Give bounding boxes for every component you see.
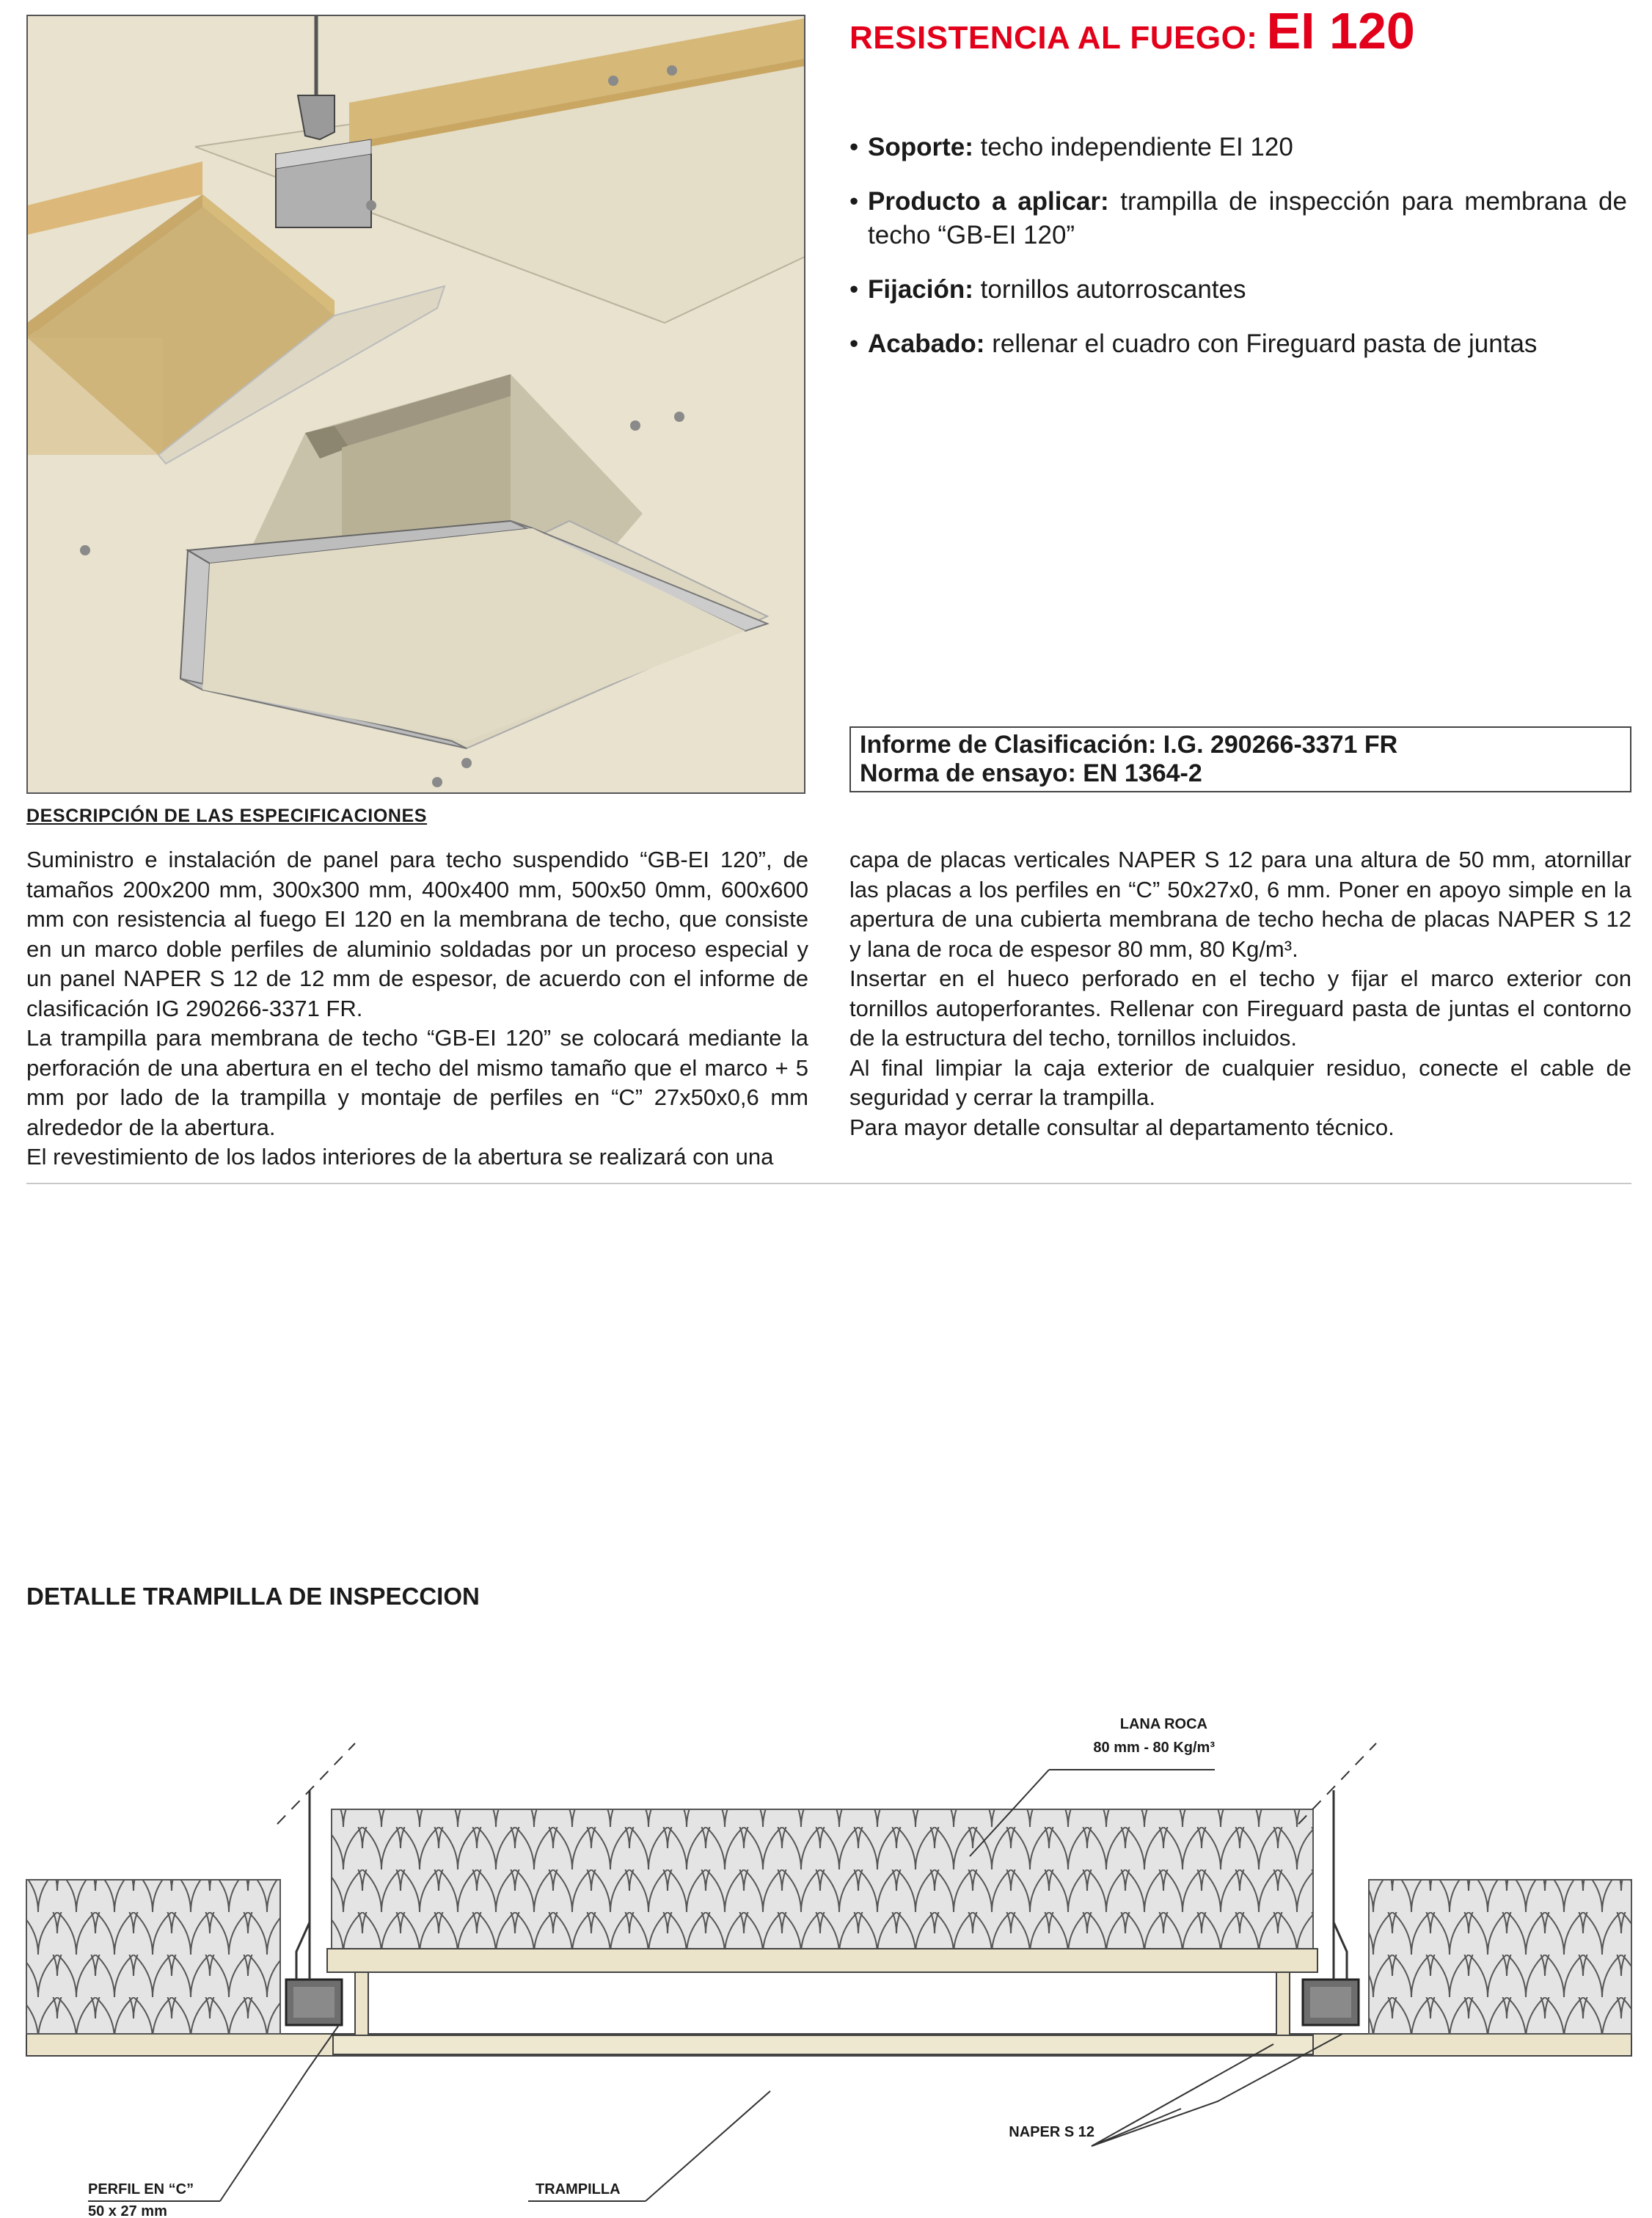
label-lana-roca-spec: 80 mm - 80 Kg/m³: [1093, 1740, 1215, 1756]
description-paragraph: La trampilla para membrana de techo “GB-EI 120” se colocará mediante la perforación de una abertura en el techo del mismo tamaño que el marco + 5 mm por lado de la trampilla y montaje de perfiles en “C” 27x50x0,6 mm alrededor de la abertura.: [26, 1025, 808, 1140]
page-title: [849, 1, 1415, 60]
section-detail-drawing: [0, 1614, 1652, 2216]
description-paragraph: Insertar en el hueco perforado en el techo y fijar el marco exterior con tornillos autoperforantes. Rellenar con Fireguard pasta de juntas el contorno de la estructura del techo, tornillos incluidos.: [849, 966, 1631, 1051]
spec-text: rellenar el cuadro con Fireguard pasta de juntas: [984, 329, 1538, 358]
label-trampilla: TRAMPILLA: [536, 2181, 621, 2197]
isometric-ceiling-illustration: [26, 15, 805, 794]
spec-label: Fijación:: [868, 275, 973, 304]
description-paragraph: Para mayor detalle consultar al departamento técnico.: [849, 1114, 1395, 1140]
description-column-1: [26, 845, 808, 1172]
label-perfil-spec: 50 x 27 mm: [88, 2203, 167, 2216]
label-naper: NAPER S 12: [1009, 2124, 1094, 2140]
spec-item: • Soporte: techo independiente EI 120: [849, 133, 1293, 161]
spec-item: • Producto a aplicar: trampilla de inspección para membrana de techo “GB-EI 120”: [849, 187, 1627, 249]
spec-text: tornillos autorroscantes: [973, 275, 1246, 304]
spec-label: Soporte:: [868, 133, 973, 161]
description-heading: DESCRIPCIÓN DE LAS ESPECIFICACIONES: [26, 806, 428, 826]
spec-text: techo independiente EI 120: [973, 133, 1293, 161]
detail-heading: DETALLE TRAMPILLA DE INSPECCION: [26, 1583, 480, 1610]
label-lana-roca: LANA ROCA: [1119, 1716, 1207, 1732]
report-line-2: Norma de ensayo: EN 1364-2: [860, 759, 1202, 787]
spec-label: Acabado:: [868, 329, 985, 358]
description-paragraph: Al final limpiar la caja exterior de cualquier residuo, conecte el cable de seguridad y cerrar la trampilla.: [849, 1054, 1631, 1110]
spec-text: trampilla de inspección para membrana de techo “GB-EI 120”: [868, 187, 1627, 249]
description-paragraph: Suministro e instalación de panel para techo suspendido “GB-EI 120”, de tamaños 200x200 mm, 300x300 mm, 400x400 mm, 500x50 0mm, 600x600 mm con resistencia al fuego EI 120 en la membrana de techo, que consiste en un marco doble perfiles de aluminio soldadas por un proceso especial y un panel NAPER S 12 de 12 mm de espesor, de acuerdo con el informe de clasificación IG 290266-3371 FR.: [26, 847, 808, 1021]
title-prefix: RESISTENCIA AL FUEGO:: [849, 20, 1258, 56]
title-rating: EI 120: [1266, 2, 1415, 59]
section-divider: [26, 1183, 1631, 1184]
spec-item: • Fijación: tornillos autorroscantes: [849, 275, 1246, 304]
description-paragraph: capa de placas verticales NAPER S 12 para una altura de 50 mm, atornillar las placas a los perfiles en “C” 50x27x0, 6 mm. Poner en apoyo simple en la apertura de una cubierta membrana de techo hecha de placas NAPER S 12 y lana de roca de espesor 80 mm, 80 Kg/m³.: [849, 847, 1631, 962]
description-paragraph: El revestimiento de los lados interiores de la abertura se realizará con una: [26, 1144, 774, 1170]
description-column-2: [849, 845, 1631, 1142]
spec-item: • Acabado: rellenar el cuadro con Fireguard pasta de juntas: [849, 329, 1538, 358]
label-perfil: PERFIL EN “C”: [88, 2181, 194, 2197]
classification-report-box: [849, 726, 1631, 792]
spec-label: Producto a aplicar:: [868, 187, 1109, 216]
spec-list: [849, 131, 1627, 382]
report-line-1: Informe de Clasificación: I.G. 290266-3371 FR: [860, 731, 1398, 759]
